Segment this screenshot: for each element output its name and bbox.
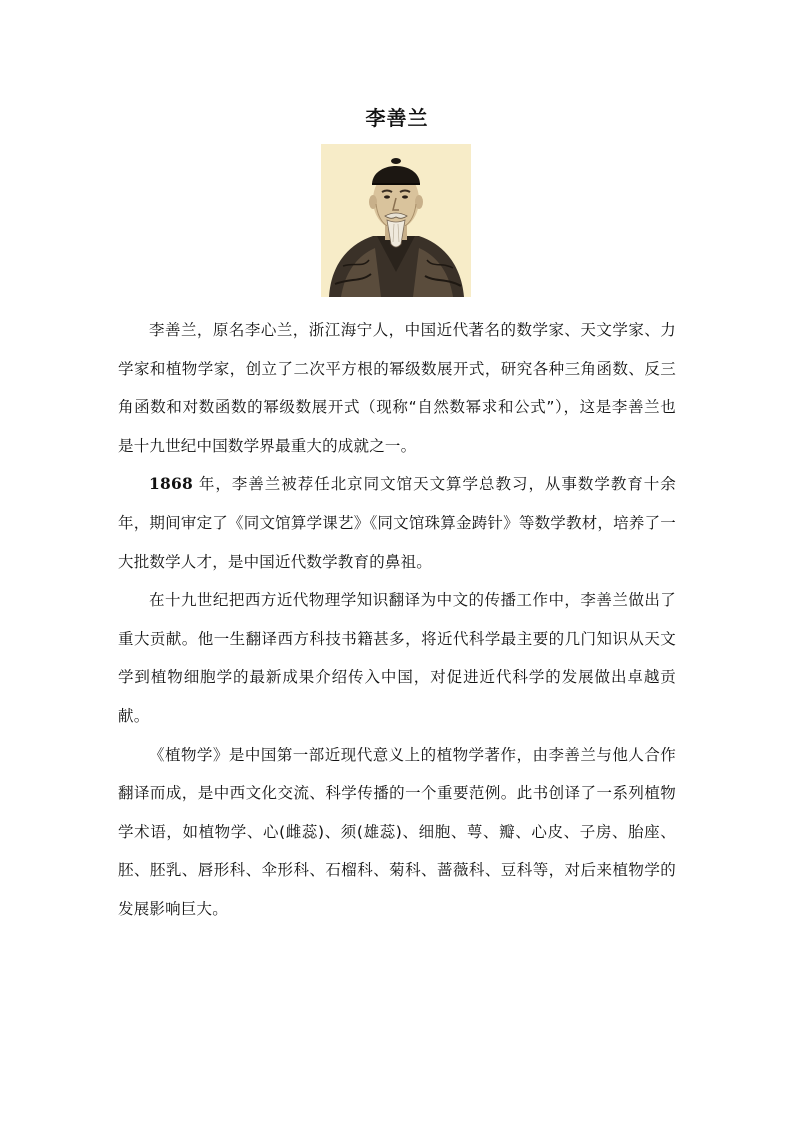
paragraph-translation <box>118 581 676 735</box>
portrait-illustration-icon <box>321 144 471 297</box>
paragraph-intro <box>118 311 676 465</box>
page-title: 李善兰 <box>365 106 429 130</box>
article-body <box>118 311 676 929</box>
paragraph-text: 在十九世纪把西方近代物理学知识翻译为中文的传播工作中，李善兰做出了重大贡献。他一生翻译西方科技书籍甚多，将近代科学最主要的几门知识从天文学到植物细胞学的最新成果介绍传入中国，对促进近代科学的发展做出卓越贡献。 <box>118 591 676 725</box>
paragraph-botany <box>118 736 676 929</box>
portrait-image <box>321 144 471 297</box>
paragraph-text: 年，李善兰被荐任北京同文馆天文算学总教习，从事数学教育十余年，期间审定了《同文馆算学课艺》《同文馆珠算金踌针》等数学教材，培养了一大批数学人才，是中国近代数学教育的鼻祖。 <box>118 475 676 571</box>
paragraph-text: 李善兰，原名李心兰，浙江海宁人，中国近代著名的数学家、天文学家、力学家和植物学家，创立了二次平方根的幂级数展开式，研究各种三角函数、反三角函数和对数函数的幂级数展开式（现称“自然数幂求和公式”），这是李善兰也是十九世纪中国数学界最重大的成就之一。 <box>118 321 676 455</box>
year-label: 1868 <box>149 474 193 494</box>
paragraph-education <box>118 465 676 581</box>
paragraph-text: 《植物学》是中国第一部近现代意义上的植物学著作，由李善兰与他人合作翻译而成，是中西文化交流、科学传播的一个重要范例。此书创译了一系列植物学术语，如植物学、心(雌蕊)、须(雄蕊)、细胞、萼、瓣、心皮、子房、胎座、胚、胚乳、唇形科、伞形科、石榴科、菊科、蔷薇科、豆科等，对后来植物学的发展影响巨大。 <box>118 745 676 918</box>
